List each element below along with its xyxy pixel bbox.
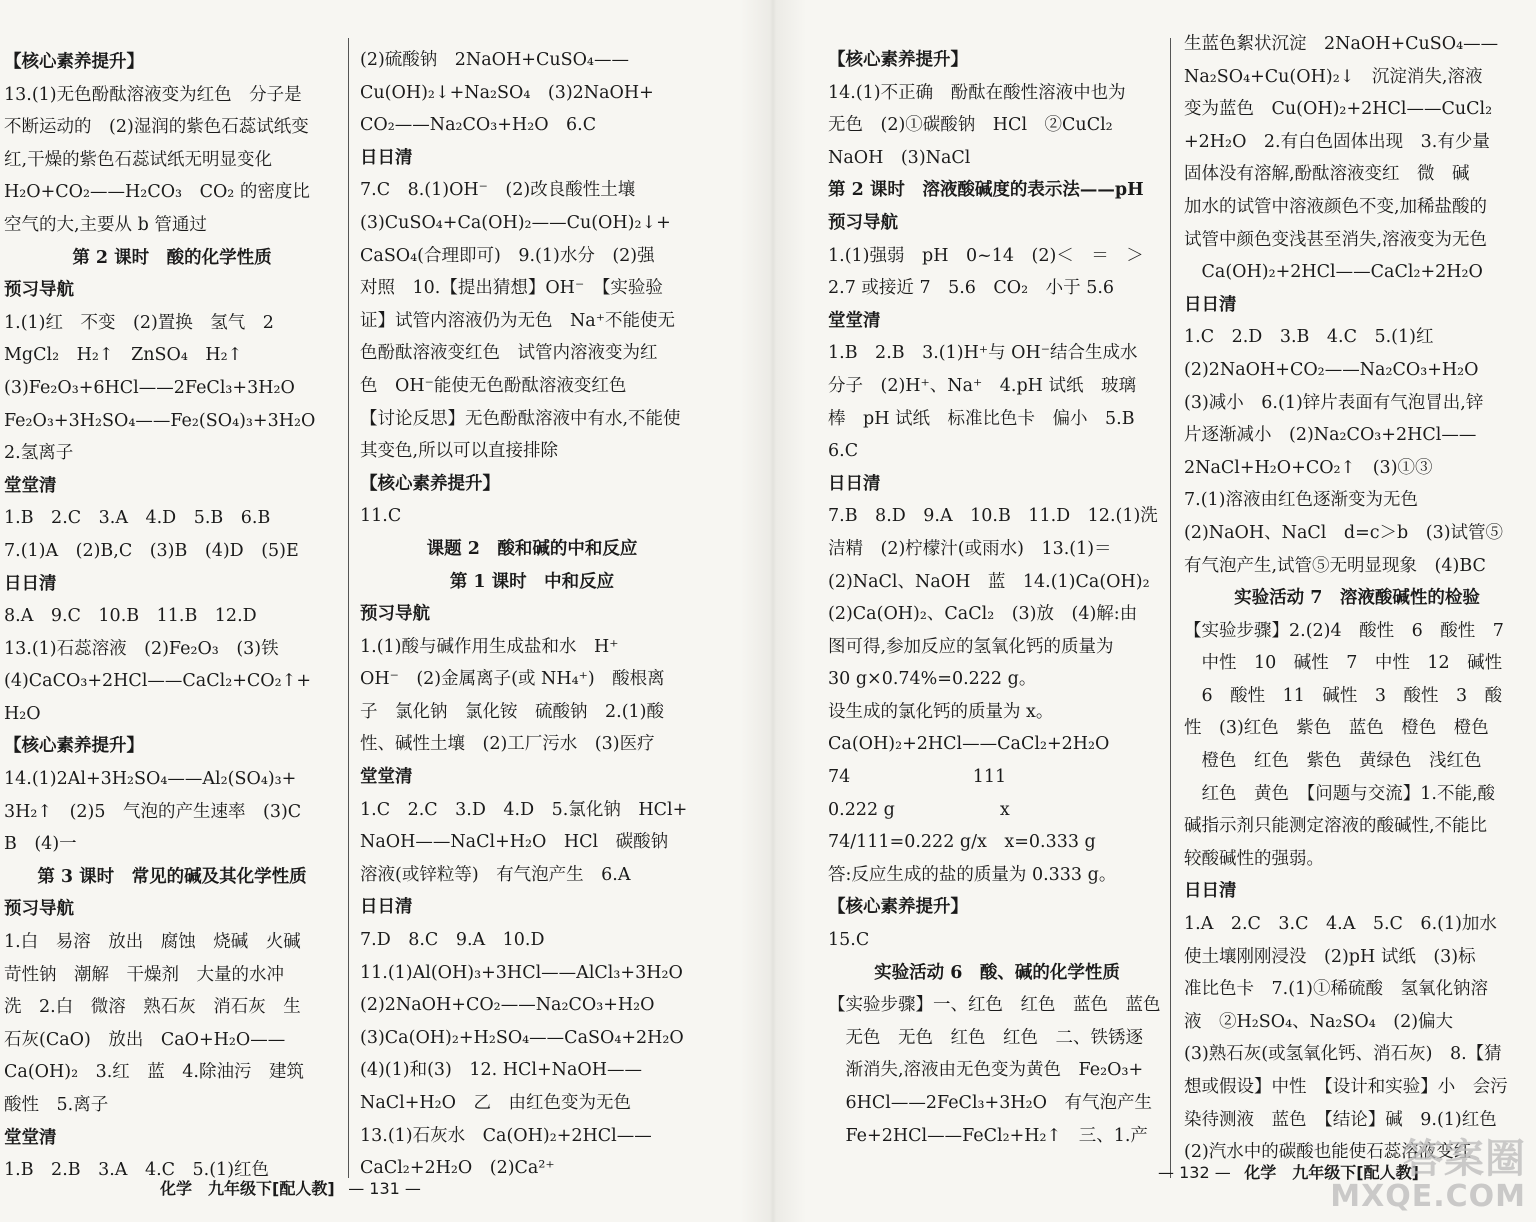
- answer-column-1: [4, 46, 340, 1187]
- answer-line: 洁精 (2)柠檬汁(或雨水) 13.(1)＝: [828, 538, 1112, 559]
- answer-line: 分子 (2)H⁺、Na⁺ 4.pH 试纸 玻璃: [828, 375, 1136, 396]
- answer-line: 1.C 2.C 3.D 4.D 5.氯化钠 HCl+: [360, 799, 688, 820]
- answer-line: 30 g×0.74%=0.222 g。: [828, 669, 1037, 690]
- section-heading: 堂堂清: [4, 475, 57, 496]
- footer-subject: 化学 九年级下[配人教]: [160, 1179, 335, 1198]
- section-heading: 第 2 课时 溶液酸碱度的表示法——pH: [828, 180, 1144, 201]
- section-heading: 日日清: [828, 473, 881, 494]
- answer-line: 使土壤刚刚浸没 (2)pH 试纸 (3)标: [1184, 946, 1476, 967]
- answer-line: Ca(OH)₂+2HCl——CaCl₂+2H₂O: [1184, 262, 1483, 283]
- section-heading: 【核心素养提升】: [828, 897, 968, 918]
- section-heading: 日日清: [360, 897, 413, 918]
- answer-line: (3)减小 6.(1)锌片表面有气泡冒出,锌: [1184, 392, 1484, 413]
- answer-line: 碱指示剂只能测定溶液的酸碱性,不能比: [1184, 816, 1488, 837]
- answer-line: 加水的试管中溶液颜色不变,加稀盐酸的: [1184, 196, 1488, 217]
- answer-line: Fe₂O₃+3H₂SO₄——Fe₂(SO₄)₃+3H₂O: [4, 410, 316, 431]
- page-number: — 132 —: [1158, 1163, 1231, 1182]
- answer-line: CO₂——Na₂CO₃+H₂O 6.C: [360, 115, 597, 136]
- answer-line: 3H₂↑ (2)5 气泡的产生速率 (3)C: [4, 801, 302, 822]
- answer-line: H₂O+CO₂——H₂CO₃ CO₂ 的密度比: [4, 182, 310, 203]
- answer-line: (4)CaCO₃+2HCl——CaCl₂+CO₂↑+: [4, 671, 311, 692]
- answer-line: 性 (3)红色 紫色 蓝色 橙色 橙色: [1184, 718, 1489, 739]
- answer-line: Ca(OH)₂+2HCl——CaCl₂+2H₂O: [828, 734, 1110, 755]
- answer-line: 1.B 2.B 3.(1)H⁺与 OH⁻结合生成水: [828, 343, 1138, 364]
- answer-line: 其变色,所以可以直接排除: [360, 441, 559, 462]
- answer-line: 13.(1)石灰水 Ca(OH)₂+2HCl——: [360, 1125, 652, 1146]
- answer-line: H₂O: [4, 703, 41, 724]
- answer-line: (3)熟石灰(或氢氧化钙、消石灰) 8.【猜: [1184, 1044, 1502, 1065]
- answer-line: Na₂SO₄+Cu(OH)₂↓ 沉淀消失,溶液: [1184, 66, 1483, 87]
- section-heading: 【核心素养提升】: [828, 50, 968, 70]
- answer-line: 固体没有溶解,酚酞溶液变红 微 碱: [1184, 164, 1470, 185]
- answer-line: 液 ②H₂SO₄、Na₂SO₄ (2)偏大: [1184, 1011, 1454, 1032]
- page-footer-left: [160, 1176, 429, 1199]
- answer-line: (2)NaCl、NaOH 蓝 14.(1)Ca(OH)₂: [828, 571, 1150, 592]
- answer-line: 子 氯化钠 氯化铵 硫酸钠 2.(1)酸: [360, 701, 664, 722]
- answer-column-4: [1184, 28, 1530, 1169]
- answer-line: 7.(1)A (2)B,C (3)B (4)D (5)E: [4, 540, 299, 561]
- book-spine: [740, 0, 806, 1222]
- answer-line: 想或假设】中性 【设计和实验】小 会污: [1184, 1077, 1508, 1097]
- answer-line: B (4)一: [4, 834, 77, 855]
- answer-line: 空气的大,主要从 b 管通过: [4, 214, 207, 235]
- answer-line: CaSO₄(合理即可) 9.(1)水分 (2)强: [360, 245, 655, 266]
- answer-line: 性、碱性土壤 (2)工厂污水 (3)医疗: [360, 734, 655, 755]
- answer-line: 图可得,参加反应的氢氧化钙的质量为: [828, 636, 1114, 657]
- answer-line: 酸性 5.离子: [4, 1095, 109, 1115]
- answer-line: 色 OH⁻能使无色酚酞溶液变红色: [360, 375, 627, 396]
- answer-line: NaOH——NaCl+H₂O HCl 碳酸钠: [360, 832, 669, 853]
- answer-line: (2)汽水中的碳酸也能使石蕊溶液变红: [1184, 1142, 1472, 1163]
- answer-line: 8.A 9.C 10.B 11.B 12.D: [4, 606, 257, 627]
- answer-line: 7.B 8.D 9.A 10.B 11.D 12.(1)洗: [828, 506, 1158, 527]
- column-divider-right: [1170, 38, 1171, 1178]
- watermark-logo: 答案圈: [1403, 1136, 1526, 1182]
- answer-line: 15.C: [828, 930, 870, 951]
- answer-line: 1.(1)红 不变 (2)置换 氢气 2: [4, 312, 274, 333]
- answer-column-2: [360, 44, 704, 1185]
- answer-line: 0.222 g x: [828, 799, 1010, 820]
- section-heading: 第 3 课时 常见的碱及其化学性质: [37, 866, 307, 887]
- answer-line: 苛性钠 潮解 干燥剂 大量的水冲: [4, 964, 284, 985]
- section-heading: 堂堂清: [360, 767, 413, 788]
- answer-line: (3)CuSO₄+Ca(OH)₂——Cu(OH)₂↓+: [360, 212, 671, 233]
- answer-line: (3)Fe₂O₃+6HCl——2FeCl₃+3H₂O: [4, 377, 295, 398]
- answer-line: Ca(OH)₂ 3.红 蓝 4.除油污 建筑: [4, 1062, 304, 1083]
- answer-line: 1.白 易溶 放出 腐蚀 烧碱 火碱: [4, 932, 301, 953]
- answer-line: 6 酸性 11 碱性 3 酸性 3 酸: [1184, 685, 1503, 706]
- answer-line: 74 111: [828, 767, 1007, 788]
- answer-line: 1.B 2.B 3.A 4.C 5.(1)红色: [4, 1160, 270, 1181]
- answer-line: Fe+2HCl——FeCl₂+H₂↑ 三、1.产: [828, 1125, 1148, 1146]
- answer-line: 1.(1)强弱 pH 0~14 (2)＜ ＝ ＞: [828, 245, 1144, 266]
- answer-line: 11.C: [360, 506, 402, 527]
- answer-line: (2)Ca(OH)₂、CaCl₂ (3)放 (4)解:由: [828, 604, 1138, 625]
- answer-line: 有气泡产生,试管⑤无明显现象 (4)BC: [1184, 555, 1486, 576]
- answer-line: Cu(OH)₂↓+Na₂SO₄ (3)2NaOH+: [360, 82, 654, 103]
- watermark-url: MXQE.COM: [1330, 1179, 1526, 1214]
- section-heading: 预习导航: [4, 280, 74, 301]
- section-heading: 堂堂清: [828, 310, 881, 331]
- answer-line: 变为蓝色 Cu(OH)₂+2HCl——CuCl₂: [1184, 99, 1493, 120]
- site-watermark: [1330, 1136, 1526, 1214]
- column-divider-left: [348, 38, 349, 1178]
- answer-line: (4)(1)和(3) 12. HCl+NaOH——: [360, 1060, 643, 1081]
- answer-line: 1.B 2.C 3.A 4.D 5.B 6.B: [4, 508, 271, 529]
- answer-line: 6.C: [828, 441, 859, 462]
- answer-line: 【实验步骤】一、红色 红色 蓝色 蓝色: [828, 995, 1161, 1016]
- section-heading: 【核心素养提升】: [360, 473, 500, 494]
- answer-line: 石灰(CaO) 放出 CaO+H₂O——: [4, 1029, 286, 1050]
- answer-line: 1.C 2.D 3.B 4.C 5.(1)红: [1184, 327, 1434, 348]
- section-heading: 日日清: [1184, 294, 1237, 315]
- section-heading: 预习导航: [360, 604, 430, 625]
- answer-line: 试管中颜色变浅甚至消失,溶液变为无色: [1184, 229, 1488, 250]
- answer-line: 11.(1)Al(OH)₃+3HCl——AlCl₃+3H₂O: [360, 962, 683, 983]
- answer-line: 7.C 8.(1)OH⁻ (2)改良酸性土壤: [360, 180, 636, 201]
- answer-line: (2)NaOH、NaCl d=c＞b (3)试管⑤: [1184, 522, 1504, 543]
- answer-line: 【讨论反思】无色酚酞溶液中有水,不能使: [360, 408, 681, 429]
- answer-line: NaCl+H₂O 乙 由红色变为无色: [360, 1093, 632, 1113]
- answer-line: 生蓝色絮状沉淀 2NaOH+CuSO₄——: [1184, 34, 1499, 54]
- section-heading: 预习导航: [828, 212, 898, 233]
- answer-line: 橙色 红色 紫色 黄绿色 浅红色: [1184, 751, 1482, 772]
- answer-line: 无色 无色 红色 红色 二、铁锈逐: [828, 1027, 1143, 1048]
- section-heading: 日日清: [4, 573, 57, 594]
- section-heading: 【核心素养提升】: [4, 52, 144, 72]
- answer-line: 中性 10 碱性 7 中性 12 碱性: [1184, 653, 1503, 674]
- answer-line: 棒 pH 试纸 标准比色卡 偏小 5.B: [828, 408, 1135, 429]
- footer-subject: 化学 九年级下[配人教]: [1244, 1163, 1419, 1182]
- answer-line: NaOH (3)NaCl: [828, 147, 971, 168]
- answer-line: 13.(1)无色酚酞溶液变为红色 分子是: [4, 84, 302, 105]
- answer-line: (2)2NaOH+CO₂——Na₂CO₃+H₂O: [1184, 359, 1479, 380]
- section-heading: 第 2 课时 酸的化学性质: [72, 247, 272, 268]
- section-heading: 实验活动 7 溶液酸碱性的检验: [1234, 588, 1480, 609]
- answer-line: 渐消失,溶液由无色变为黄色 Fe₂O₃+: [828, 1060, 1144, 1081]
- section-heading: 日日清: [1184, 881, 1237, 902]
- answer-line: OH⁻ (2)金属离子(或 NH₄⁺) 酸根离: [360, 669, 665, 690]
- answer-line: (2)2NaOH+CO₂——Na₂CO₃+H₂O: [360, 995, 655, 1016]
- section-heading: 【核心素养提升】: [4, 736, 144, 757]
- answer-line: +2H₂O 2.有白色固体出现 3.有少量: [1184, 131, 1490, 152]
- section-heading: 堂堂清: [4, 1127, 57, 1148]
- answer-line: 1.(1)酸与碱作用生成盐和水 H⁺: [360, 636, 619, 657]
- answer-line: 较酸碱性的强弱。: [1184, 848, 1324, 869]
- answer-line: 洗 2.白 微溶 熟石灰 消石灰 生: [4, 997, 301, 1018]
- answer-column-3: [828, 44, 1166, 1152]
- answer-line: 溶液(或锌粒等) 有气泡产生 6.A: [360, 864, 631, 885]
- answer-line: 6HCl——2FeCl₃+3H₂O 有气泡产生: [828, 1093, 1152, 1113]
- answer-line: 7.D 8.C 9.A 10.D: [360, 930, 545, 951]
- answer-line: 14.(1)不正确 酚酞在酸性溶液中也为: [828, 82, 1126, 103]
- section-heading: 日日清: [360, 147, 413, 168]
- answer-line: 1.A 2.C 3.C 4.A 5.C 6.(1)加水: [1184, 914, 1497, 935]
- page-number: — 131 —: [348, 1179, 421, 1198]
- answer-line: 染待测液 蓝色 【结论】碱 9.(1)红色: [1184, 1109, 1497, 1130]
- answer-line: 红,干燥的紫色石蕊试纸无明显变化: [4, 149, 273, 170]
- section-heading: 课题 2 酸和碱的中和反应: [426, 538, 638, 559]
- answer-line: 色酚酞溶液变红色 试管内溶液变为红: [360, 343, 658, 364]
- answer-line: (2)硫酸钠 2NaOH+CuSO₄——: [360, 50, 629, 70]
- answer-line: 74/111=0.222 g/x x=0.333 g: [828, 832, 1096, 853]
- section-heading: 预习导航: [4, 899, 74, 920]
- answer-line: (3)Ca(OH)₂+H₂SO₄——CaSO₄+2H₂O: [360, 1027, 684, 1048]
- answer-line: 14.(1)2Al+3H₂SO₄——Al₂(SO₄)₃+: [4, 769, 297, 790]
- answer-line: 13.(1)石蕊溶液 (2)Fe₂O₃ (3)铁: [4, 638, 279, 659]
- answer-line: 答:反应生成的盐的质量为 0.333 g。: [828, 864, 1117, 885]
- answer-line: 不断运动的 (2)湿润的紫色石蕊试纸变: [4, 117, 309, 138]
- answer-line: 证】试管内溶液仍为无色 Na⁺不能使无: [360, 310, 675, 331]
- answer-line: 2.7 或接近 7 5.6 CO₂ 小于 5.6: [828, 278, 1115, 299]
- answer-line: 红色 黄色 【问题与交流】1.不能,酸: [1184, 783, 1496, 804]
- answer-line: CaCl₂+2H₂O (2)Ca²⁺: [360, 1158, 555, 1179]
- answer-line: 对照 10.【提出猜想】OH⁻ 【实验验: [360, 278, 663, 299]
- answer-line: 【实验步骤】2.(2)4 酸性 6 酸性 7: [1184, 620, 1504, 641]
- answer-line: 无色 (2)①碳酸钠 HCl ②CuCl₂: [828, 115, 1113, 136]
- answer-line: 设生成的氯化钙的质量为 x。: [828, 701, 1054, 722]
- section-heading: 实验活动 6 酸、碱的化学性质: [874, 962, 1120, 983]
- answer-line: 准比色卡 7.(1)①稀硫酸 氢氧化钠溶: [1184, 979, 1488, 1000]
- answer-line: MgCl₂ H₂↑ ZnSO₄ H₂↑: [4, 345, 243, 366]
- answer-line: 2NaCl+H₂O+CO₂↑ (3)①③: [1184, 457, 1433, 478]
- section-heading: 第 1 课时 中和反应: [449, 571, 615, 592]
- answer-line: 2.氢离子: [4, 443, 74, 464]
- answer-line: 片逐渐减小 (2)Na₂CO₃+2HCl——: [1184, 425, 1477, 446]
- answer-line: 7.(1)溶液由红色逐渐变为无色: [1184, 490, 1418, 511]
